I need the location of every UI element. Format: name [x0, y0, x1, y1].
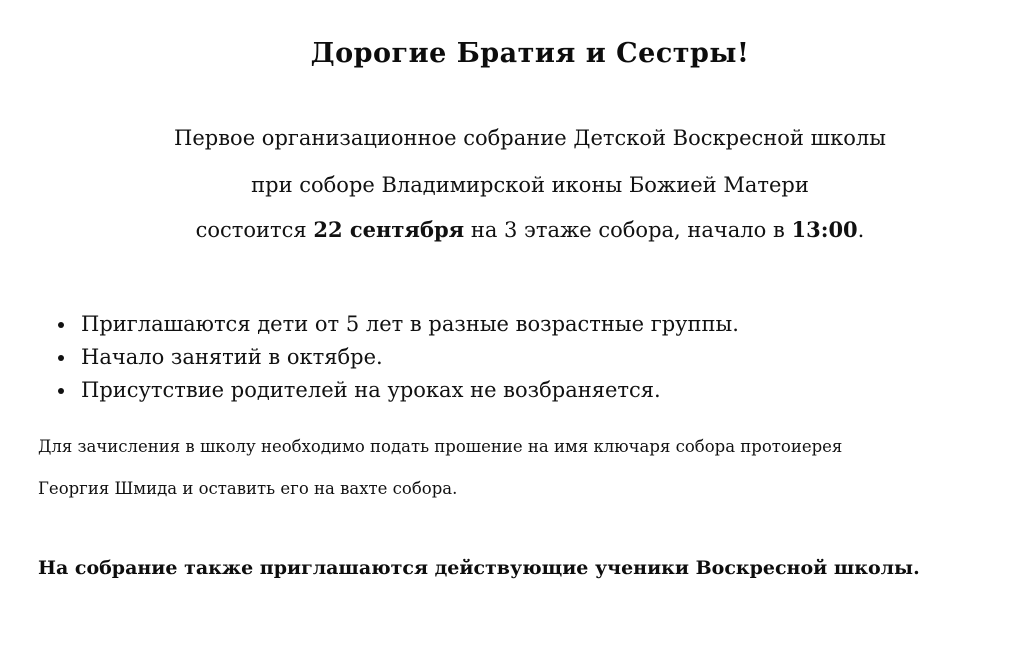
announcement-title: Дорогие Братия и Сестры!	[310, 38, 750, 69]
bullet-icon	[58, 322, 64, 328]
meeting-time: 13:00	[791, 217, 858, 242]
bullet-text: Приглашаются дети от 5 лет в разные возрастные группы.	[81, 312, 739, 336]
bullet-icon	[58, 355, 64, 361]
closing-invitation: На собрание также приглашаются действующие ученики Воскресной школы.	[38, 557, 920, 579]
intro-line-2: при соборе Владимирской иконы Божией Матери	[251, 173, 809, 197]
bullet-text: Присутствие родителей на уроках не возбраняется.	[81, 378, 661, 402]
bullet-text: Начало занятий в октябре.	[81, 345, 383, 369]
intro-line-1: Первое организационное собрание Детской Воскресной школы	[174, 126, 886, 150]
bullet-icon	[58, 388, 64, 394]
list-item	[54, 341, 739, 374]
intro-line-3-suffix: .	[857, 218, 865, 242]
enrollment-note-line-2: Георгия Шмида и оставить его на вахте собора.	[38, 479, 458, 498]
intro-line-3-middle: на 3 этаже собора, начало в	[464, 218, 792, 242]
list-item	[54, 308, 739, 341]
intro-line-3-prefix: состоится	[195, 218, 314, 242]
list-item	[54, 374, 739, 407]
intro-line-3	[0, 217, 1024, 242]
meeting-date: 22 сентября	[313, 217, 465, 242]
enrollment-note-line-1: Для зачисления в школу необходимо подать прошение на имя ключаря собора протоиерея	[38, 437, 843, 456]
info-bullet-list	[54, 308, 739, 407]
